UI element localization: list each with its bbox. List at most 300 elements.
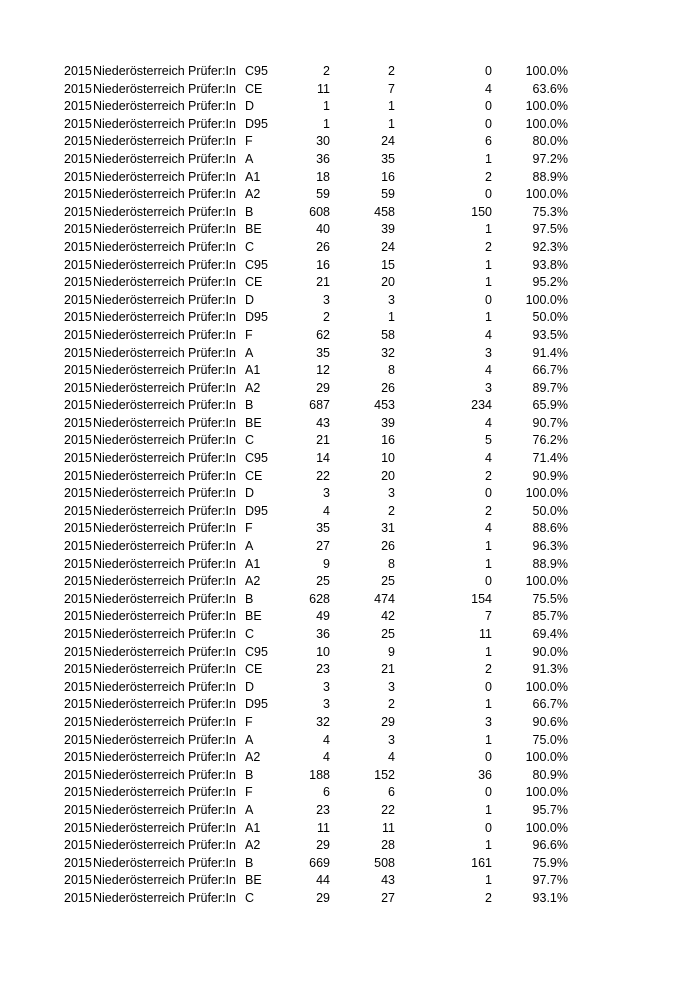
cell-examiner: Prüfer:In: [188, 785, 236, 800]
cell-pass-rate: 100.0%: [525, 750, 568, 765]
cell-total: 62: [316, 327, 330, 342]
cell-examiner: Prüfer:In: [188, 838, 236, 853]
cell-state: Niederösterreich: [93, 521, 185, 536]
cell-year: 2015: [64, 802, 92, 817]
cell-pass-rate: 65.9%: [532, 398, 568, 413]
cell-pass-rate: 80.0%: [532, 134, 568, 149]
cell-license-class: CE: [245, 81, 263, 96]
cell-passed: 21: [381, 662, 395, 677]
cell-failed: 1: [485, 697, 492, 712]
cell-license-class: A: [245, 345, 254, 360]
cell-examiner: Prüfer:In: [188, 116, 236, 131]
cell-total: 59: [316, 187, 330, 202]
table-row: [0, 644, 700, 662]
cell-failed: 2: [485, 662, 492, 677]
cell-total: 27: [316, 539, 330, 554]
cell-failed: 0: [485, 116, 492, 131]
cell-pass-rate: 100.0%: [525, 820, 568, 835]
cell-pass-rate: 91.3%: [532, 662, 568, 677]
cell-pass-rate: 91.4%: [532, 345, 568, 360]
cell-examiner: Prüfer:In: [188, 697, 236, 712]
cell-license-class: A: [245, 539, 254, 554]
cell-license-class: A1: [245, 363, 261, 378]
table-row: [0, 732, 700, 750]
cell-year: 2015: [64, 644, 92, 659]
cell-examiner: Prüfer:In: [188, 873, 236, 888]
table-row: [0, 679, 700, 697]
table-row: [0, 415, 700, 433]
cell-passed: 15: [381, 257, 395, 272]
cell-pass-rate: 50.0%: [532, 503, 568, 518]
data-table: [0, 63, 700, 908]
cell-passed: 31: [381, 521, 395, 536]
cell-state: Niederösterreich: [93, 609, 185, 624]
cell-year: 2015: [64, 609, 92, 624]
cell-state: Niederösterreich: [93, 556, 185, 571]
cell-total: 18: [316, 169, 330, 184]
cell-failed: 2: [485, 890, 492, 905]
cell-license-class: C95: [245, 257, 268, 272]
cell-passed: 28: [381, 838, 395, 853]
cell-failed: 4: [485, 363, 492, 378]
cell-passed: 58: [381, 327, 395, 342]
cell-examiner: Prüfer:In: [188, 820, 236, 835]
cell-total: 36: [316, 151, 330, 166]
cell-total: 4: [323, 732, 330, 747]
cell-failed: 2: [485, 239, 492, 254]
cell-failed: 3: [485, 714, 492, 729]
cell-passed: 3: [388, 679, 395, 694]
cell-state: Niederösterreich: [93, 855, 185, 870]
cell-total: 3: [323, 292, 330, 307]
cell-license-class: B: [245, 398, 254, 413]
cell-total: 23: [316, 802, 330, 817]
cell-passed: 39: [381, 415, 395, 430]
cell-state: Niederösterreich: [93, 363, 185, 378]
table-row: [0, 468, 700, 486]
cell-year: 2015: [64, 363, 92, 378]
table-row: [0, 855, 700, 873]
cell-examiner: Prüfer:In: [188, 398, 236, 413]
table-row: [0, 397, 700, 415]
cell-failed: 0: [485, 99, 492, 114]
cell-examiner: Prüfer:In: [188, 345, 236, 360]
cell-total: 10: [316, 644, 330, 659]
cell-year: 2015: [64, 521, 92, 536]
cell-failed: 1: [485, 539, 492, 554]
cell-state: Niederösterreich: [93, 750, 185, 765]
cell-passed: 1: [388, 310, 395, 325]
cell-license-class: D: [245, 292, 255, 307]
cell-failed: 0: [485, 486, 492, 501]
cell-passed: 35: [381, 151, 395, 166]
cell-state: Niederösterreich: [93, 64, 185, 78]
cell-year: 2015: [64, 415, 92, 430]
cell-pass-rate: 69.4%: [532, 627, 568, 641]
cell-pass-rate: 97.5%: [532, 222, 568, 237]
cell-state: Niederösterreich: [93, 820, 185, 835]
table-row: [0, 820, 700, 838]
cell-examiner: Prüfer:In: [188, 99, 236, 114]
cell-pass-rate: 75.9%: [532, 855, 568, 870]
cell-failed: 150: [471, 204, 492, 219]
cell-failed: 0: [485, 679, 492, 694]
cell-state: Niederösterreich: [93, 644, 185, 659]
cell-state: Niederösterreich: [93, 486, 185, 501]
cell-state: Niederösterreich: [93, 714, 185, 729]
cell-pass-rate: 100.0%: [525, 116, 568, 131]
cell-examiner: Prüfer:In: [188, 222, 236, 237]
cell-passed: 32: [381, 345, 395, 360]
cell-total: 9: [323, 556, 330, 571]
cell-license-class: D: [245, 679, 255, 694]
cell-license-class: B: [245, 855, 254, 870]
cell-year: 2015: [64, 204, 92, 219]
cell-license-class: A: [245, 802, 254, 817]
cell-failed: 3: [485, 345, 492, 360]
cell-pass-rate: 100.0%: [525, 99, 568, 114]
cell-failed: 234: [471, 398, 492, 413]
table-row: [0, 450, 700, 468]
cell-passed: 1: [388, 99, 395, 114]
cell-examiner: Prüfer:In: [188, 855, 236, 870]
cell-passed: 3: [388, 486, 395, 501]
cell-year: 2015: [64, 890, 92, 905]
cell-license-class: A1: [245, 820, 261, 835]
cell-passed: 474: [374, 591, 395, 606]
cell-pass-rate: 93.1%: [532, 890, 568, 905]
cell-pass-rate: 90.7%: [532, 415, 568, 430]
table-row: [0, 204, 700, 222]
cell-passed: 453: [374, 398, 395, 413]
cell-license-class: BE: [245, 873, 262, 888]
cell-examiner: Prüfer:In: [188, 187, 236, 202]
cell-examiner: Prüfer:In: [188, 415, 236, 430]
cell-license-class: C: [245, 890, 255, 905]
cell-pass-rate: 97.2%: [532, 151, 568, 166]
cell-examiner: Prüfer:In: [188, 644, 236, 659]
cell-examiner: Prüfer:In: [188, 239, 236, 254]
cell-pass-rate: 75.0%: [532, 732, 568, 747]
cell-state: Niederösterreich: [93, 890, 185, 905]
cell-failed: 0: [485, 574, 492, 589]
cell-failed: 1: [485, 556, 492, 571]
cell-examiner: Prüfer:In: [188, 890, 236, 905]
cell-year: 2015: [64, 750, 92, 765]
cell-state: Niederösterreich: [93, 134, 185, 149]
cell-year: 2015: [64, 556, 92, 571]
cell-passed: 1: [388, 116, 395, 131]
cell-examiner: Prüfer:In: [188, 591, 236, 606]
cell-total: 21: [316, 275, 330, 290]
cell-passed: 20: [381, 275, 395, 290]
cell-passed: 4: [388, 750, 395, 765]
cell-total: 44: [316, 873, 330, 888]
cell-pass-rate: 96.6%: [532, 838, 568, 853]
cell-year: 2015: [64, 767, 92, 782]
cell-state: Niederösterreich: [93, 187, 185, 202]
cell-license-class: F: [245, 521, 253, 536]
cell-failed: 0: [485, 785, 492, 800]
cell-total: 3: [323, 679, 330, 694]
cell-year: 2015: [64, 838, 92, 853]
cell-pass-rate: 100.0%: [525, 574, 568, 589]
cell-pass-rate: 88.9%: [532, 556, 568, 571]
cell-license-class: F: [245, 714, 253, 729]
table-row: [0, 292, 700, 310]
cell-failed: 1: [485, 151, 492, 166]
cell-total: 687: [309, 398, 330, 413]
cell-license-class: D95: [245, 116, 268, 131]
table-row: [0, 802, 700, 820]
cell-total: 12: [316, 363, 330, 378]
cell-passed: 24: [381, 239, 395, 254]
cell-license-class: D95: [245, 310, 268, 325]
cell-pass-rate: 90.9%: [532, 468, 568, 483]
cell-passed: 22: [381, 802, 395, 817]
cell-passed: 20: [381, 468, 395, 483]
cell-year: 2015: [64, 99, 92, 114]
cell-pass-rate: 50.0%: [532, 310, 568, 325]
cell-total: 608: [309, 204, 330, 219]
cell-examiner: Prüfer:In: [188, 169, 236, 184]
cell-examiner: Prüfer:In: [188, 380, 236, 395]
cell-failed: 1: [485, 222, 492, 237]
cell-year: 2015: [64, 275, 92, 290]
cell-examiner: Prüfer:In: [188, 732, 236, 747]
cell-license-class: A2: [245, 380, 261, 395]
cell-state: Niederösterreich: [93, 257, 185, 272]
cell-examiner: Prüfer:In: [188, 539, 236, 554]
cell-state: Niederösterreich: [93, 697, 185, 712]
cell-total: 36: [316, 627, 330, 641]
cell-license-class: C: [245, 433, 255, 448]
cell-examiner: Prüfer:In: [188, 310, 236, 325]
cell-year: 2015: [64, 855, 92, 870]
cell-pass-rate: 75.5%: [532, 591, 568, 606]
cell-failed: 1: [485, 838, 492, 853]
cell-license-class: D: [245, 486, 255, 501]
cell-total: 11: [317, 820, 330, 835]
cell-license-class: A2: [245, 838, 261, 853]
cell-total: 4: [323, 503, 330, 518]
table-row: [0, 221, 700, 239]
cell-license-class: B: [245, 767, 254, 782]
cell-pass-rate: 93.5%: [532, 327, 568, 342]
cell-total: 21: [316, 433, 330, 448]
cell-total: 26: [316, 239, 330, 254]
cell-pass-rate: 95.7%: [532, 802, 568, 817]
table-row: [0, 767, 700, 785]
cell-state: Niederösterreich: [93, 275, 185, 290]
table-row: [0, 837, 700, 855]
cell-pass-rate: 85.7%: [532, 609, 568, 624]
cell-license-class: A2: [245, 187, 261, 202]
cell-examiner: Prüfer:In: [188, 609, 236, 624]
cell-total: 669: [309, 855, 330, 870]
cell-license-class: BE: [245, 609, 262, 624]
cell-failed: 11: [479, 627, 492, 641]
cell-failed: 1: [485, 275, 492, 290]
cell-failed: 1: [485, 257, 492, 272]
cell-total: 188: [309, 767, 330, 782]
cell-year: 2015: [64, 345, 92, 360]
cell-examiner: Prüfer:In: [188, 327, 236, 342]
cell-passed: 27: [381, 890, 395, 905]
cell-failed: 2: [485, 468, 492, 483]
cell-year: 2015: [64, 64, 92, 78]
cell-year: 2015: [64, 503, 92, 518]
cell-passed: 11: [382, 820, 395, 835]
cell-year: 2015: [64, 292, 92, 307]
cell-total: 4: [323, 750, 330, 765]
table-row: [0, 257, 700, 275]
cell-total: 25: [316, 574, 330, 589]
cell-total: 29: [316, 890, 330, 905]
cell-failed: 5: [485, 433, 492, 448]
cell-year: 2015: [64, 116, 92, 131]
cell-examiner: Prüfer:In: [188, 151, 236, 166]
cell-failed: 1: [485, 644, 492, 659]
cell-passed: 8: [388, 556, 395, 571]
table-row: [0, 890, 700, 908]
cell-examiner: Prüfer:In: [188, 556, 236, 571]
cell-state: Niederösterreich: [93, 310, 185, 325]
table-row: [0, 538, 700, 556]
table-row: [0, 345, 700, 363]
table-row: [0, 485, 700, 503]
cell-pass-rate: 90.6%: [532, 714, 568, 729]
cell-examiner: Prüfer:In: [188, 574, 236, 589]
cell-pass-rate: 75.3%: [532, 204, 568, 219]
cell-failed: 4: [485, 415, 492, 430]
cell-year: 2015: [64, 81, 92, 96]
table-row: [0, 696, 700, 714]
cell-passed: 16: [381, 169, 395, 184]
cell-examiner: Prüfer:In: [188, 521, 236, 536]
cell-state: Niederösterreich: [93, 591, 185, 606]
cell-license-class: A2: [245, 574, 261, 589]
cell-examiner: Prüfer:In: [188, 486, 236, 501]
cell-failed: 4: [485, 451, 492, 466]
table-row: [0, 116, 700, 134]
cell-total: 16: [316, 257, 330, 272]
cell-state: Niederösterreich: [93, 539, 185, 554]
cell-pass-rate: 93.8%: [532, 257, 568, 272]
cell-failed: 2: [485, 169, 492, 184]
cell-state: Niederösterreich: [93, 116, 185, 131]
cell-state: Niederösterreich: [93, 327, 185, 342]
cell-passed: 25: [381, 627, 395, 641]
cell-state: Niederösterreich: [93, 468, 185, 483]
table-row: [0, 327, 700, 345]
cell-passed: 6: [388, 785, 395, 800]
cell-license-class: BE: [245, 222, 262, 237]
cell-license-class: CE: [245, 468, 263, 483]
cell-examiner: Prüfer:In: [188, 64, 236, 78]
cell-year: 2015: [64, 820, 92, 835]
cell-examiner: Prüfer:In: [188, 292, 236, 307]
cell-failed: 3: [485, 380, 492, 395]
table-row: [0, 239, 700, 257]
cell-license-class: F: [245, 134, 253, 149]
cell-year: 2015: [64, 134, 92, 149]
table-row: [0, 608, 700, 626]
cell-failed: 4: [485, 81, 492, 96]
cell-state: Niederösterreich: [93, 802, 185, 817]
table-row: [0, 432, 700, 450]
cell-state: Niederösterreich: [93, 732, 185, 747]
cell-year: 2015: [64, 486, 92, 501]
table-row: [0, 81, 700, 99]
cell-pass-rate: 96.3%: [532, 539, 568, 554]
cell-total: 35: [316, 345, 330, 360]
cell-state: Niederösterreich: [93, 81, 185, 96]
table-row: [0, 872, 700, 890]
cell-pass-rate: 66.7%: [532, 697, 568, 712]
table-row: [0, 169, 700, 187]
cell-failed: 4: [485, 327, 492, 342]
table-row: [0, 503, 700, 521]
cell-year: 2015: [64, 310, 92, 325]
cell-year: 2015: [64, 222, 92, 237]
cell-failed: 4: [485, 521, 492, 536]
cell-total: 2: [323, 310, 330, 325]
cell-examiner: Prüfer:In: [188, 802, 236, 817]
table-row: [0, 784, 700, 802]
cell-passed: 16: [381, 433, 395, 448]
table-row: [0, 556, 700, 574]
cell-total: 40: [316, 222, 330, 237]
cell-examiner: Prüfer:In: [188, 714, 236, 729]
cell-failed: 7: [485, 609, 492, 624]
cell-total: 1: [323, 99, 330, 114]
cell-license-class: CE: [245, 275, 263, 290]
cell-passed: 42: [381, 609, 395, 624]
cell-license-class: F: [245, 785, 253, 800]
cell-examiner: Prüfer:In: [188, 627, 236, 641]
cell-passed: 26: [381, 380, 395, 395]
cell-total: 43: [316, 415, 330, 430]
cell-passed: 59: [381, 187, 395, 202]
table-row: [0, 362, 700, 380]
cell-year: 2015: [64, 627, 92, 641]
cell-passed: 458: [374, 204, 395, 219]
cell-state: Niederösterreich: [93, 169, 185, 184]
cell-passed: 2: [388, 503, 395, 518]
cell-year: 2015: [64, 327, 92, 342]
cell-year: 2015: [64, 398, 92, 413]
cell-year: 2015: [64, 451, 92, 466]
cell-failed: 1: [485, 310, 492, 325]
cell-year: 2015: [64, 539, 92, 554]
cell-pass-rate: 63.6%: [532, 81, 568, 96]
cell-year: 2015: [64, 380, 92, 395]
cell-examiner: Prüfer:In: [188, 767, 236, 782]
cell-state: Niederösterreich: [93, 873, 185, 888]
cell-state: Niederösterreich: [93, 99, 185, 114]
cell-state: Niederösterreich: [93, 838, 185, 853]
cell-state: Niederösterreich: [93, 222, 185, 237]
cell-passed: 10: [381, 451, 395, 466]
cell-pass-rate: 100.0%: [525, 679, 568, 694]
cell-year: 2015: [64, 574, 92, 589]
cell-license-class: D95: [245, 697, 268, 712]
cell-year: 2015: [64, 662, 92, 677]
cell-state: Niederösterreich: [93, 204, 185, 219]
cell-pass-rate: 76.2%: [532, 433, 568, 448]
cell-passed: 25: [381, 574, 395, 589]
